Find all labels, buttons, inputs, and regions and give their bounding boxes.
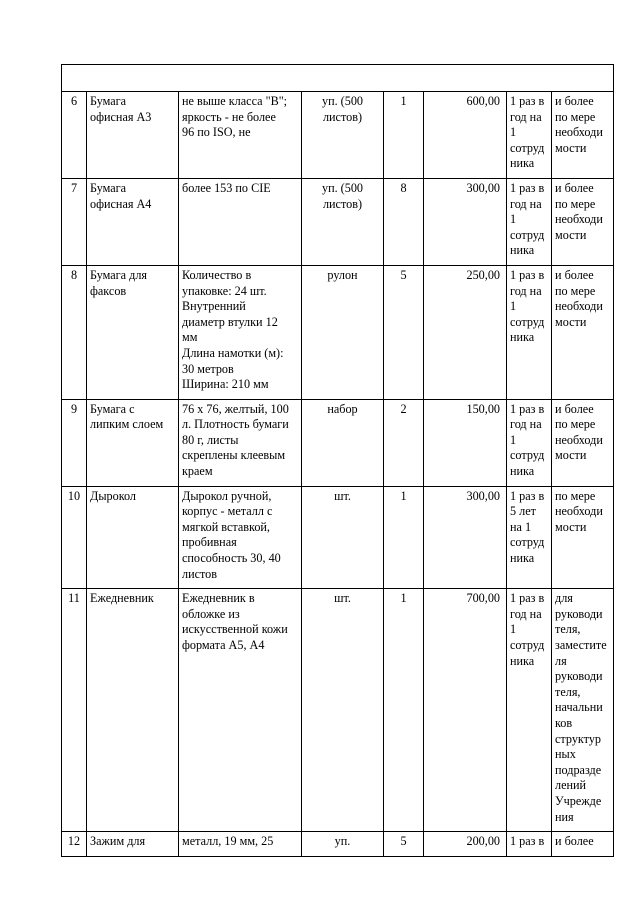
cell-text-line: уп. (500 (321, 180, 364, 195)
cell-text-line: рулон (327, 267, 358, 282)
cell-text-line: структур (555, 731, 602, 746)
table-header-empty-row (62, 65, 614, 92)
cell-text-line: уп. (334, 834, 351, 849)
cell-text-line: краем (182, 464, 213, 479)
row-number-cell: 6 (62, 92, 87, 179)
item-spec-cell (179, 486, 302, 589)
cell-text-line: упаковке: 24 шт. (182, 283, 267, 298)
cell-text-line: год на (510, 196, 542, 211)
note-cell (552, 265, 614, 399)
cell-text-line: способность 30, 40 (182, 551, 281, 566)
frequency-cell (507, 832, 552, 857)
cell-text-line: 5 лет (510, 504, 536, 519)
cell-text-line: 30 метров (182, 361, 234, 376)
cell-text-line: ника (510, 330, 535, 345)
cell-text-line: ника (510, 156, 535, 171)
cell-text-line: листов) (322, 196, 363, 211)
price-cell: 150,00 (424, 399, 507, 486)
item-name-cell (87, 399, 179, 486)
cell-text-line: ных (555, 747, 576, 762)
cell-text-line: мягкой вставкой, (182, 519, 270, 534)
cell-text-line: 1 раз в (510, 267, 545, 282)
quantity-cell: 1 (384, 92, 424, 179)
cell-text-line: более 153 по CIE (182, 180, 271, 195)
cell-text-line: 76 x 76, желтый, 100 (182, 401, 289, 416)
cell-text-line: теля, (555, 622, 581, 637)
cell-text-line: заместите (555, 638, 607, 652)
price-cell: 700,00 (424, 589, 507, 832)
cell-text-line: пробивная (182, 535, 237, 550)
cell-text-line: факсов (90, 283, 127, 298)
cell-text-line: 80 г, листы (182, 432, 239, 447)
cell-text-line: мости (555, 140, 587, 155)
note-cell (552, 399, 614, 486)
item-name-cell (87, 832, 179, 857)
cell-text-line: липким слоем (90, 417, 164, 432)
cell-text-line: Дырокол ручной, (182, 488, 272, 503)
cell-text-line: 1 раз в (510, 591, 545, 606)
cell-text-line: формата А5, А4 (182, 638, 265, 652)
cell-text-line: год на (510, 417, 542, 432)
cell-text-line: сотруд (510, 227, 545, 242)
item-spec-cell (179, 178, 302, 265)
item-spec-cell (179, 399, 302, 486)
price-cell: 300,00 (424, 486, 507, 589)
cell-text-line: Дырокол (90, 488, 137, 503)
cell-text-line: набор (327, 401, 358, 416)
unit-cell (302, 92, 384, 179)
cell-text-line: ника (510, 551, 535, 566)
row-number-cell: 11 (62, 589, 87, 832)
note-cell (552, 486, 614, 589)
cell-text-line: 1 раз в (510, 834, 545, 849)
row-number-cell: 10 (62, 486, 87, 589)
cell-text-line: и более (555, 267, 594, 282)
cell-text-line: ника (510, 653, 535, 668)
cell-text-line: год на (510, 606, 542, 621)
cell-text-line: Внутренний (182, 299, 246, 314)
cell-text-line: Длина намотки (м): (182, 345, 284, 360)
quantity-cell: 1 (384, 486, 424, 589)
unit-cell (302, 486, 384, 589)
cell-text-line: корпус - металл с (182, 504, 273, 519)
quantity-cell: 5 (384, 832, 424, 857)
cell-text-line: Бумага (90, 180, 127, 195)
quantity-cell: 1 (384, 589, 424, 832)
procurement-table (61, 64, 614, 857)
cell-text-line: лений (555, 778, 587, 793)
cell-text-line: ков (555, 715, 573, 730)
cell-text-line: сотруд (510, 140, 545, 155)
cell-text-line: по мере (555, 196, 596, 211)
cell-text-line: начальни (555, 700, 603, 715)
cell-text-line: мости (555, 519, 587, 534)
cell-text-line: 1 раз в (510, 94, 545, 108)
cell-text-line: Зажим для (90, 834, 146, 849)
price-cell: 600,00 (424, 92, 507, 179)
cell-text-line: необходи (555, 299, 603, 314)
cell-text-line: мости (555, 227, 587, 242)
cell-text-line: ния (555, 809, 574, 824)
cell-text-line: сотруд (510, 448, 545, 463)
frequency-cell (507, 589, 552, 832)
cell-text-line: сотруд (510, 535, 545, 550)
row-number-cell: 12 (62, 832, 87, 857)
cell-text-line: л. Плотность бумаги (182, 417, 289, 432)
cell-text-line: необходи (555, 212, 603, 227)
unit-cell (302, 832, 384, 857)
cell-text-line: 1 (510, 125, 517, 140)
item-name-cell (87, 178, 179, 265)
item-spec-cell (179, 832, 302, 857)
cell-text-line: мм (182, 330, 198, 345)
price-cell: 300,00 (424, 178, 507, 265)
row-number-cell: 7 (62, 178, 87, 265)
quantity-cell: 8 (384, 178, 424, 265)
cell-text-line: необходи (555, 125, 603, 140)
table-row (62, 399, 614, 486)
cell-text-line: листов) (322, 109, 363, 124)
cell-text-line: подразде (555, 762, 602, 777)
table-row (62, 832, 614, 857)
cell-text-line: на 1 (510, 519, 532, 534)
cell-text-line: теля, (555, 684, 581, 699)
cell-text-line: ника (510, 243, 535, 258)
item-spec-cell (179, 265, 302, 399)
empty-cell (62, 65, 614, 92)
unit-cell (302, 589, 384, 832)
item-spec-cell (179, 92, 302, 179)
cell-text-line: по мере (555, 283, 596, 298)
cell-text-line: скреплены клеевым (182, 448, 286, 463)
cell-text-line: год на (510, 109, 542, 124)
frequency-cell (507, 486, 552, 589)
cell-text-line: 1 раз в (510, 401, 545, 416)
item-name-cell (87, 92, 179, 179)
cell-text-line: 1 (510, 622, 517, 637)
note-cell (552, 589, 614, 832)
cell-text-line: диаметр втулки 12 (182, 314, 278, 329)
cell-text-line: 1 (510, 212, 517, 227)
cell-text-line: руководи (555, 606, 603, 621)
cell-text-line: офисная А4 (90, 196, 152, 211)
cell-text-line: Количество в (182, 267, 252, 282)
cell-text-line: по мере (555, 488, 596, 503)
cell-text-line: металл, 19 мм, 25 (182, 834, 274, 849)
item-name-cell (87, 265, 179, 399)
row-number-cell: 8 (62, 265, 87, 399)
frequency-cell (507, 265, 552, 399)
note-cell (552, 92, 614, 179)
cell-text-line: искусственной кожи (182, 622, 288, 637)
quantity-cell: 5 (384, 265, 424, 399)
price-cell: 200,00 (424, 832, 507, 857)
cell-text-line: мости (555, 314, 587, 329)
cell-text-line: 1 раз в (510, 488, 545, 503)
table-row (62, 92, 614, 179)
cell-text-line: необходи (555, 432, 603, 447)
cell-text-line: Ежедневник (90, 591, 154, 606)
table-row (62, 589, 614, 832)
cell-text-line: по мере (555, 109, 596, 124)
cell-text-line: яркость - не более (182, 109, 276, 124)
cell-text-line: ника (510, 464, 535, 479)
cell-text-line: 1 (510, 299, 517, 314)
cell-text-line: уп. (500 (321, 94, 364, 108)
table-row (62, 178, 614, 265)
cell-text-line: 1 раз в (510, 180, 545, 195)
cell-text-line: для (555, 591, 573, 606)
cell-text-line: мости (555, 448, 587, 463)
cell-text-line: руководи (555, 669, 603, 684)
cell-text-line: Ширина: 210 мм (182, 377, 269, 392)
cell-text-line: и более (555, 834, 594, 849)
table-row (62, 486, 614, 589)
price-cell: 250,00 (424, 265, 507, 399)
note-cell (552, 178, 614, 265)
unit-cell (302, 399, 384, 486)
unit-cell (302, 265, 384, 399)
cell-text-line: год на (510, 283, 542, 298)
cell-text-line: ля (555, 653, 567, 668)
note-cell (552, 832, 614, 857)
cell-text-line: по мере (555, 417, 596, 432)
cell-text-line: Учрежде (555, 793, 602, 808)
cell-text-line: офисная А3 (90, 109, 152, 124)
item-name-cell (87, 486, 179, 589)
cell-text-line: и более (555, 401, 594, 416)
cell-text-line: и более (555, 180, 594, 195)
cell-text-line: Ежедневник в (182, 591, 255, 606)
cell-text-line: шт. (334, 591, 351, 606)
cell-text-line: Бумага (90, 94, 127, 108)
cell-text-line: и более (555, 94, 594, 108)
unit-cell (302, 178, 384, 265)
cell-text-line: необходи (555, 504, 603, 519)
cell-text-line: Бумага для (90, 267, 148, 282)
table-row (62, 265, 614, 399)
item-spec-cell (179, 589, 302, 832)
row-number-cell: 9 (62, 399, 87, 486)
cell-text-line: сотруд (510, 638, 545, 652)
cell-text-line: шт. (334, 488, 351, 503)
quantity-cell: 2 (384, 399, 424, 486)
cell-text-line: обложке из (182, 606, 240, 621)
cell-text-line: 96 по ISO, не (182, 125, 251, 140)
frequency-cell (507, 399, 552, 486)
frequency-cell (507, 178, 552, 265)
cell-text-line: 1 (510, 432, 517, 447)
cell-text-line: Бумага с (90, 401, 135, 416)
cell-text-line: сотруд (510, 314, 545, 329)
cell-text-line: не выше класса "В"; (182, 94, 288, 108)
item-name-cell (87, 589, 179, 832)
frequency-cell (507, 92, 552, 179)
cell-text-line: листов (182, 566, 218, 581)
